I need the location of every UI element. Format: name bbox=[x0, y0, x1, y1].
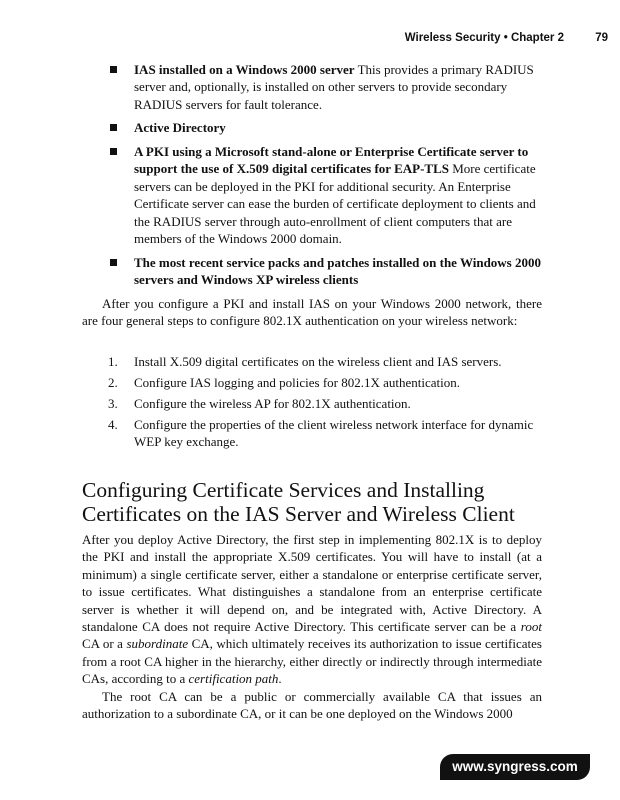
intro-paragraph: After you configure a PKI and install IAS on your Windows 2000 network, there are four general steps to configure 802.1X authentication on your wireless network: bbox=[82, 296, 542, 329]
page-number: 79 bbox=[595, 32, 608, 44]
list-item bbox=[106, 353, 546, 370]
term-certification-path: certification path bbox=[188, 671, 279, 687]
square-bullet-icon bbox=[110, 148, 117, 155]
term-subordinate: subordinate bbox=[126, 636, 189, 652]
header-chapter-title: Wireless Security • Chapter 2 bbox=[404, 32, 564, 44]
step-text: Configure IAS logging and policies for 802.1X authentication. bbox=[134, 375, 461, 390]
list-item bbox=[106, 143, 546, 247]
list-item bbox=[106, 374, 546, 391]
list-item bbox=[106, 395, 546, 412]
list-item-text: This provides a primary RADIUS server and, optionally, is installed on other servers to provide secondary RADIUS servers for fault tolerance. bbox=[134, 62, 534, 112]
list-item bbox=[106, 61, 546, 113]
footer-website-link[interactable]: www.syngress.com bbox=[440, 754, 590, 780]
step-text: Configure the wireless AP for 802.1X authentication. bbox=[134, 396, 411, 411]
list-item-heading: IAS installed on a Windows 2000 server bbox=[134, 62, 355, 77]
step-number: 4. bbox=[108, 417, 118, 432]
step-text: Configure the properties of the client wireless network interface for dynamic WEP key exchange. bbox=[134, 417, 534, 450]
body-paragraph bbox=[82, 531, 542, 688]
term-root: root bbox=[520, 619, 542, 635]
list-item bbox=[106, 416, 546, 451]
body-paragraph: The root CA can be a public or commercially available CA that issues an authorization to a subordinate CA, or it can be one deployed on the Windows 2000 bbox=[82, 689, 542, 722]
square-bullet-icon bbox=[110, 124, 117, 131]
step-number: 1. bbox=[108, 354, 118, 369]
list-item-heading: A PKI using a Microsoft stand-alone or Enterprise Certificate server to support the use of X.509 digital certificates for EAP-TLS bbox=[134, 144, 529, 177]
paragraph-text: CA, which ultimately receives its authorization to issue certificates from a root CA higher in the hierarchy, either directly or indirectly through intermediate CAs, according to a bbox=[82, 636, 542, 687]
list-item bbox=[106, 119, 546, 136]
step-number: 3. bbox=[108, 396, 118, 411]
list-item-heading: The most recent service packs and patches installed on the Windows 2000 servers and Windows XP wireless clients bbox=[134, 254, 541, 288]
square-bullet-icon bbox=[110, 66, 117, 73]
list-item bbox=[106, 254, 546, 289]
square-bullet-icon bbox=[110, 259, 117, 266]
list-item-text: More certificate servers can be deployed in the PKI for additional security. An Enterprise Certificate server can ease the burden of certificate deployment to clients and the RADIUS server through auto-enrollment of client computers that are members of the Windows 2000 domain. bbox=[134, 161, 536, 247]
section-heading: Configuring Certificate Services and Installing Certificates on the IAS Server and Wireless Client bbox=[82, 478, 515, 526]
paragraph-text: . bbox=[278, 671, 282, 687]
step-number: 2. bbox=[108, 375, 118, 390]
step-text: Install X.509 digital certificates on the wireless client and IAS servers. bbox=[134, 354, 502, 369]
paragraph-text: After you deploy Active Directory, the first step in implementing 802.1X is to deploy the PKI and install the appropriate X.509 certificates. You will have to install (at a minimum) a single certificate server, either a standalone or enterprise certificate server, to issue certificates. What distinguishes a standalone from an enterprise certificate server is whether it will depend on, and be integrated with, Active Directory. A standalone CA does not require Active Directory. This certificate server can be a bbox=[82, 532, 542, 635]
requirements-list bbox=[106, 61, 546, 295]
running-header bbox=[0, 32, 620, 48]
steps-list bbox=[106, 353, 546, 454]
paragraph-text: CA or a bbox=[82, 636, 127, 652]
list-item-heading: Active Directory bbox=[134, 120, 226, 136]
